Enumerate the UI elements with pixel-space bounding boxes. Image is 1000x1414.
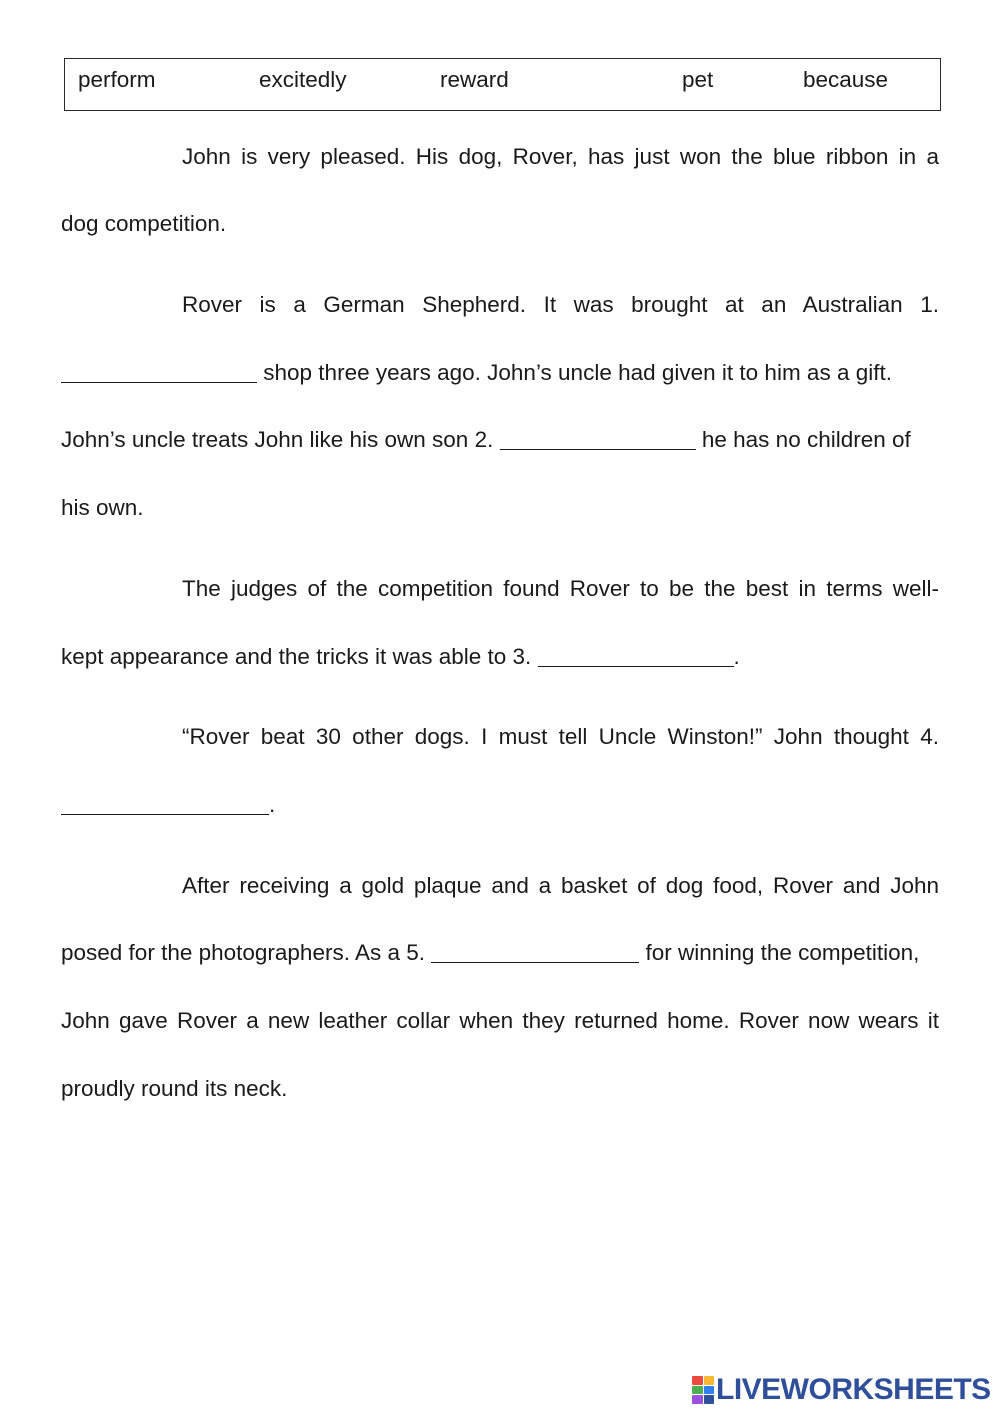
logo-mark-cell [704, 1386, 715, 1395]
paragraph-3-line-2-text-a: kept appearance and the tricks it was able to 3. [61, 644, 532, 669]
paragraph-3-line-1: The judges of the competition found Rover to be the best in terms well- [182, 576, 939, 601]
logo-mark-cell [692, 1376, 703, 1385]
word-bank-item-because: because [803, 67, 889, 92]
answer-blank-3[interactable] [538, 644, 734, 667]
paragraph-2-line-1: Rover is a German Shepherd. It was brought at an Australian 1. [182, 292, 939, 317]
paragraph-5-line-2-text-b: for winning the competition, [645, 940, 920, 965]
paragraph-2-line-2 [61, 358, 939, 388]
paragraph-2-line-4: his own. [61, 495, 144, 520]
paragraph-5-line-2 [61, 938, 939, 968]
answer-blank-1[interactable] [61, 360, 257, 383]
paragraph-3-line-2-text-b: . [733, 644, 740, 669]
paragraph-5-line-3: John gave Rover a new leather collar when they returned home. Rover now wears it [61, 1008, 939, 1033]
word-bank-item-excitedly: excitedly [259, 67, 347, 92]
logo-mark-cell [692, 1395, 703, 1404]
paragraph-5-line-2-text-a: posed for the photographers. As a 5. [61, 940, 425, 965]
liveworksheets-logo-text: LIVEWORKSHEETS [716, 1373, 991, 1406]
paragraph-2-line-3 [61, 425, 939, 455]
answer-blank-2[interactable] [500, 427, 696, 450]
liveworksheets-logo [692, 1373, 991, 1407]
paragraph-2-line-3-text-b: he has no children of [701, 427, 911, 452]
paragraph-3-line-2 [61, 642, 939, 672]
liveworksheets-logo-icon [692, 1376, 714, 1404]
paragraph-5-line-1: After receiving a gold plaque and a basket of dog food, Rover and John [182, 873, 939, 898]
word-bank [64, 58, 941, 111]
paragraph-4-line-2-text-b: . [269, 792, 276, 817]
paragraph-5-line-4: proudly round its neck. [61, 1076, 288, 1101]
answer-blank-4[interactable] [61, 792, 269, 815]
paragraph-2-line-2-text: shop three years ago. John’s uncle had given it to him as a gift. [263, 360, 892, 385]
word-bank-item-pet: pet [682, 67, 714, 92]
answer-blank-5[interactable] [431, 940, 639, 963]
paragraph-1-line-2: dog competition. [61, 211, 227, 236]
word-bank-item-perform: perform [78, 67, 156, 92]
paragraph-2-line-3-text-a: John’s uncle treats John like his own son 2. [61, 427, 494, 452]
paragraph-1-line-1: John is very pleased. His dog, Rover, has just won the blue ribbon in a [182, 144, 939, 169]
paragraph-4-line-1: “Rover beat 30 other dogs. I must tell Uncle Winston!” John thought 4. [182, 724, 939, 749]
logo-mark-cell [692, 1386, 703, 1395]
logo-mark-cell [704, 1395, 715, 1404]
paragraph-4-line-2 [61, 790, 939, 820]
word-bank-item-reward: reward [440, 67, 509, 92]
logo-mark-cell [704, 1376, 715, 1385]
